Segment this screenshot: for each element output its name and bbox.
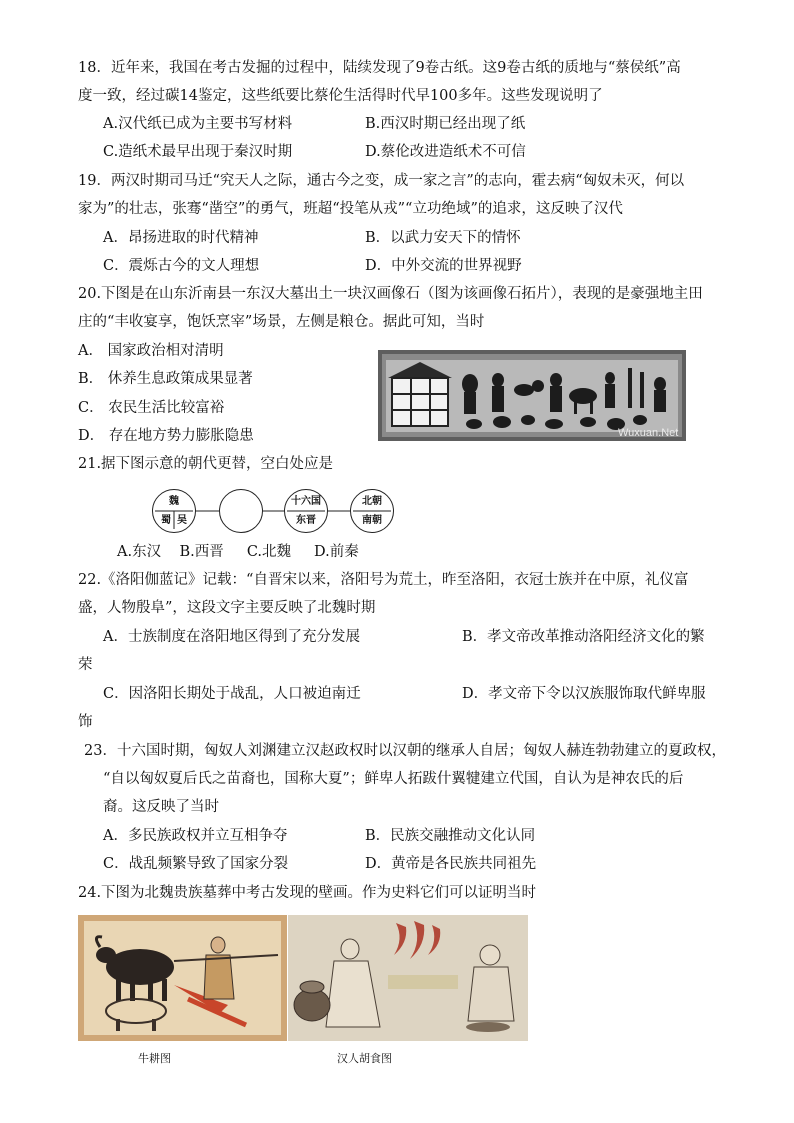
diagram-label-shu: 蜀 bbox=[161, 515, 171, 526]
q18-option-a: A.汉代纸已成为主要书写材料 bbox=[103, 116, 293, 132]
q18-option-c: C.造纸术最早出现于秦汉时期 bbox=[103, 144, 293, 160]
q22-option-b: B．孝文帝改革推动洛阳经济文化的繁 bbox=[462, 629, 705, 645]
q22-option-a: A．士族制度在洛阳地区得到了充分发展 bbox=[103, 629, 360, 645]
q22-stem-line2: 盛，人物殷阜”，这段文字主要反映了北魏时期 bbox=[78, 600, 376, 616]
diagram-label-eastern-jin: 东晋 bbox=[296, 515, 316, 526]
q18-stem-line1: 18．近年来，我国在考古发掘的过程中，陆续发现了9卷古纸。这9卷古纸的质地与“蔡侯纸”高 bbox=[78, 60, 681, 76]
ox-plowing-mural-image bbox=[78, 915, 287, 1041]
diagram-label-southern-dynasties: 南朝 bbox=[362, 515, 382, 526]
dynasty-succession-diagram bbox=[150, 488, 410, 534]
q20-option-c: C． 农民生活比较富裕 bbox=[78, 400, 225, 416]
diagram-label-sixteen-kingdoms: 十六国 bbox=[291, 496, 321, 507]
q22-option-d: D．孝文帝下令以汉族服饰取代鲜卑服 bbox=[462, 686, 706, 702]
q19-option-b: B．以武力安天下的情怀 bbox=[365, 230, 521, 246]
diagram-label-wei: 魏 bbox=[169, 496, 179, 507]
diagram-circle-blank bbox=[219, 489, 263, 533]
diagram-label-northern-dynasties: 北朝 bbox=[362, 496, 382, 507]
q24-stem-line1: 24.下图为北魏贵族墓葬中考古发现的壁画。作为史料它们可以证明当时 bbox=[78, 885, 537, 901]
q19-stem-line1: 19．两汉时期司马迁“究天人之际，通古今之变，成一家之言”的志向，霍去病“匈奴未灭，何以 bbox=[78, 173, 685, 189]
q19-option-d: D．中外交流的世界视野 bbox=[365, 258, 522, 274]
q19-option-c: C．震烁古今的文人理想 bbox=[103, 258, 260, 274]
q22-stem-line1: 22.《洛阳伽蓝记》记载：“自晋宋以来，洛阳号为荒土，昨至洛阳，衣冠士族并在中原，礼仪富 bbox=[78, 572, 689, 588]
q23-option-d: D．黄帝是各民族共同祖先 bbox=[365, 856, 537, 872]
q23-stem-line1: 23．十六国时期，匈奴人刘渊建立汉赵政权时以汉朝的继承人自居；匈奴人赫连勃勃建立的夏政权， bbox=[84, 743, 726, 759]
han-people-hu-food-mural-image bbox=[288, 915, 528, 1041]
q20-stem-line2: 庄的“丰收宴享，饱饫烹宰”场景，左侧是粮仓。据此可知，当时 bbox=[78, 314, 485, 330]
q18-option-b: B.西汉时期已经出现了纸 bbox=[365, 116, 526, 132]
han-stone-rubbing-image bbox=[378, 350, 686, 441]
q19-stem-line2: 家为”的壮志，张骞“凿空”的勇气，班超“投笔从戎”“立功绝域”的追求，这反映了汉代 bbox=[78, 201, 623, 217]
q21-stem-line1: 21.据下图示意的朝代更替，空白处应是 bbox=[78, 456, 334, 472]
caption-ox-plowing: 牛耕图 bbox=[138, 1052, 171, 1065]
q23-stem-line3: 裔。这反映了当时 bbox=[103, 799, 219, 815]
watermark-text: Wuxuan.Net bbox=[618, 427, 679, 439]
q23-option-c: C．战乱频繁导致了国家分裂 bbox=[103, 856, 289, 872]
q23-stem-line2: “自以匈奴夏后氏之苗裔也，国称大夏”；鲜卑人拓跋什翼犍建立代国，自认为是神农氏的后 bbox=[103, 771, 684, 787]
diagram-label-wu: 吴 bbox=[177, 515, 187, 526]
q23-option-a: A．多民族政权并立互相争夺 bbox=[103, 828, 288, 844]
q21-options: A.东汉 B.西晋 C.北魏 D.前秦 bbox=[117, 544, 359, 560]
q20-option-d: D． 存在地方势力膨胀隐患 bbox=[78, 428, 254, 444]
q23-option-b: B．民族交融推动文化认同 bbox=[365, 828, 536, 844]
q18-option-d: D.蔡伦改进造纸术不可信 bbox=[365, 144, 526, 160]
q18-stem-line2: 度一致，经过碳14鉴定，这些纸要比蔡伦生活得时代早100多年。这些发现说明了 bbox=[78, 88, 603, 104]
q20-stem-line1: 20.下图是在山东沂南县一东汉大墓出土一块汉画像石（图为该画像石拓片），表现的是豪强地主田 bbox=[78, 286, 703, 302]
q20-option-b: B． 休养生息政策成果显著 bbox=[78, 371, 253, 387]
caption-han-hu-food: 汉人胡食图 bbox=[337, 1052, 392, 1065]
q19-option-a: A．昂扬进取的时代精神 bbox=[103, 230, 259, 246]
q22-option-c: C．因洛阳长期处于战乱，人口被迫南迁 bbox=[103, 686, 361, 702]
q20-option-a: A． 国家政治相对清明 bbox=[78, 343, 224, 359]
q22-option-d-cont: 饰 bbox=[78, 714, 93, 730]
q22-option-b-cont: 荣 bbox=[78, 657, 93, 673]
